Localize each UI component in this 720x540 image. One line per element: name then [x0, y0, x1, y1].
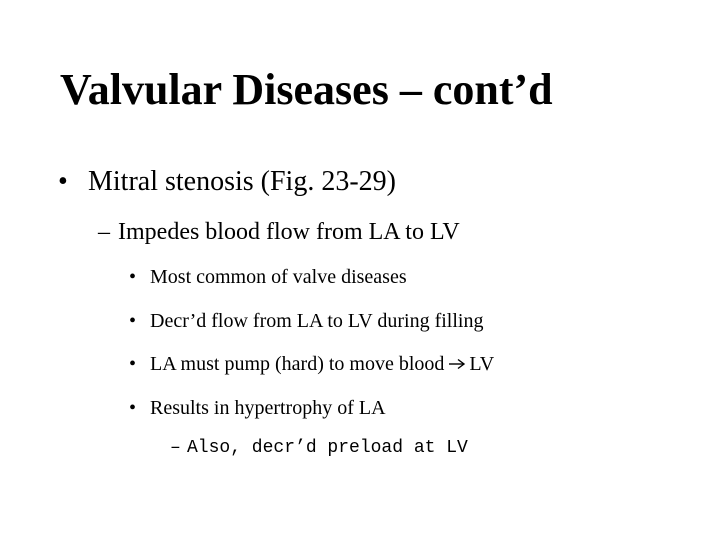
bullet: •: [58, 166, 68, 197]
level1-text: Mitral stenosis (Fig. 23-29): [88, 166, 396, 197]
level4-item: [170, 438, 468, 459]
slide-title: Valvular Diseases – cont’d: [60, 65, 553, 114]
level3-text: Results in hypertrophy of LA: [150, 397, 386, 419]
right-arrow-icon: [448, 358, 466, 370]
level3-item: [129, 310, 483, 333]
level3-text-before: LA must pump (hard) to move blood: [150, 353, 445, 375]
level1-item: [58, 166, 396, 198]
level3-item: [129, 353, 494, 376]
level2-item: [98, 219, 460, 247]
bullet: •: [129, 266, 137, 288]
level3-text-after: LV: [469, 353, 495, 375]
dash-bullet: –: [170, 438, 181, 458]
level4-text: Also, decr’d preload at LV: [187, 438, 468, 458]
bullet: •: [129, 310, 137, 332]
level3-item: [129, 397, 386, 420]
level2-text: Impedes blood flow from LA to LV: [118, 219, 460, 245]
level3-text: Most common of valve diseases: [150, 266, 407, 288]
bullet: •: [129, 353, 137, 375]
bullet: •: [129, 397, 137, 419]
level3-item: [129, 266, 407, 289]
level3-text: Decr’d flow from LA to LV during filling: [150, 310, 484, 332]
dash-bullet: –: [98, 219, 110, 245]
